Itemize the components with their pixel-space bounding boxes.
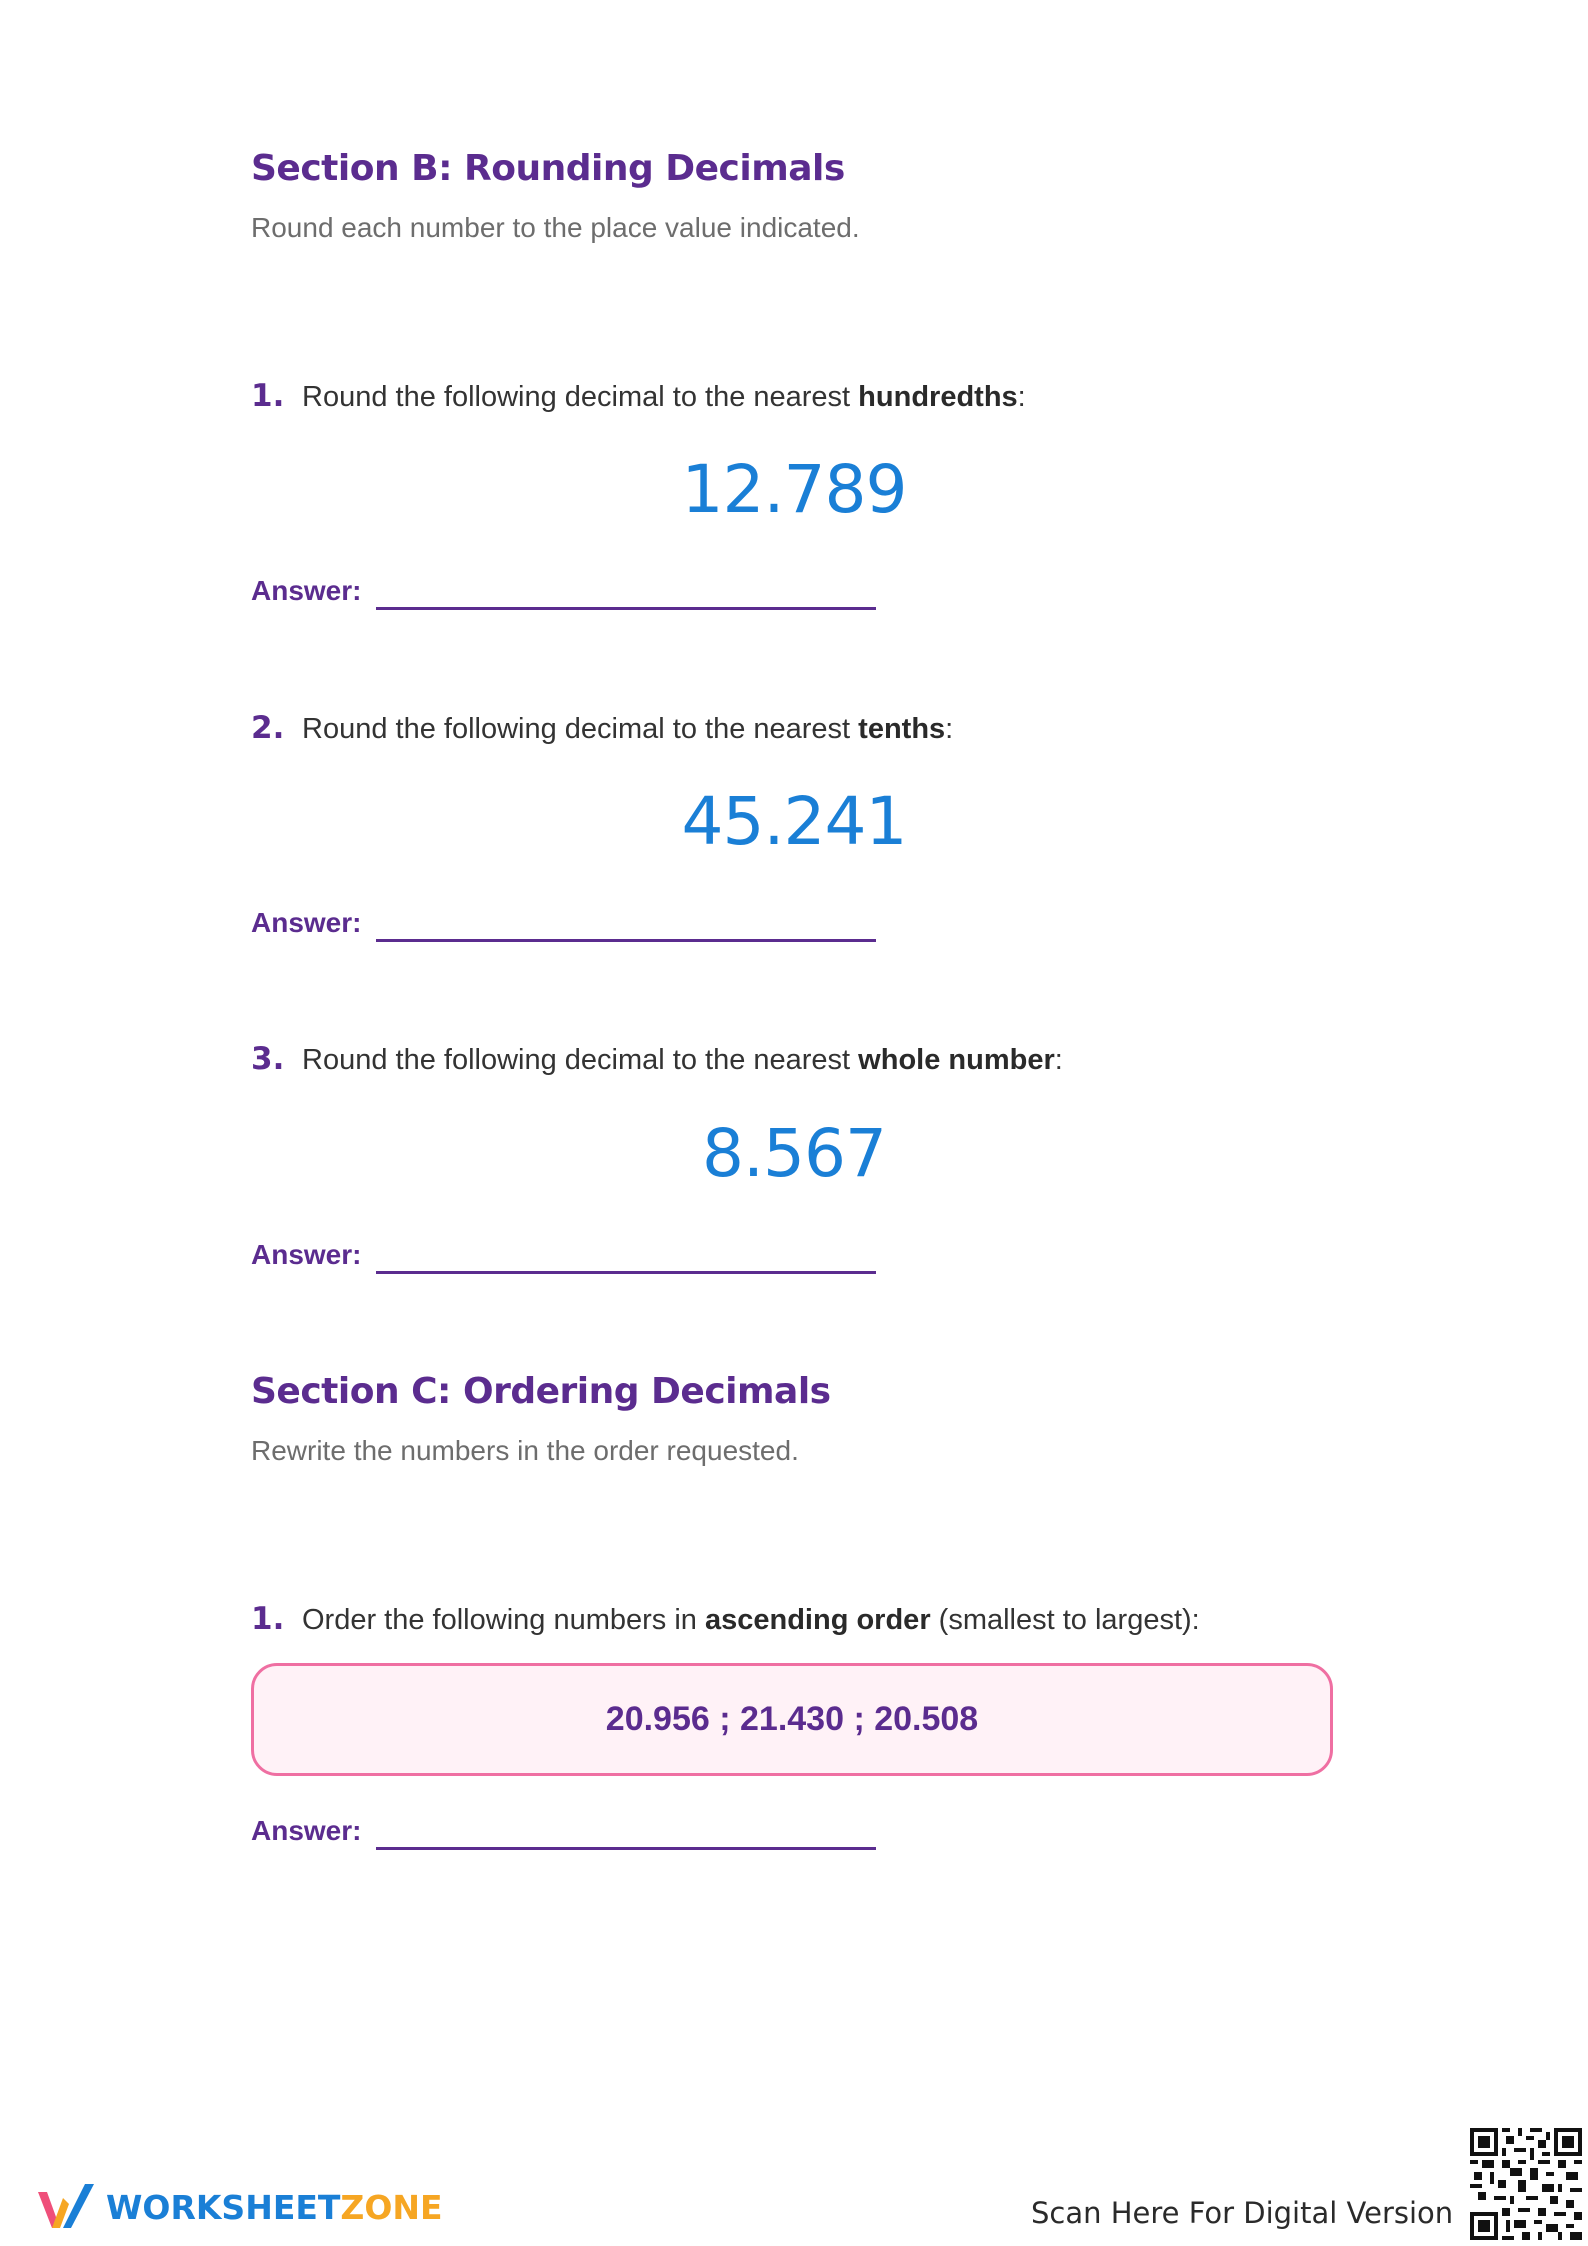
section-b-title: Section B: Rounding Decimals bbox=[251, 148, 845, 189]
answer-line[interactable] bbox=[376, 1271, 876, 1274]
question-emphasis: whole number bbox=[858, 1044, 1055, 1076]
section-b-description: Round each number to the place value indicated. bbox=[251, 212, 860, 243]
question-number: 1. bbox=[251, 378, 285, 414]
answer-label: Answer: bbox=[251, 575, 362, 606]
numbers-box bbox=[251, 1663, 1333, 1776]
brand-zone: ZONE bbox=[340, 2188, 443, 2227]
brand-worksheet: WORKSHEET bbox=[106, 2188, 341, 2227]
footer-brand bbox=[106, 2188, 443, 2227]
worksheetzone-logo-icon bbox=[36, 2178, 96, 2234]
question-text: Round the following decimal to the nearest hundredths: bbox=[302, 381, 1026, 413]
decimal-value: 12.789 bbox=[681, 451, 907, 528]
answer-line[interactable] bbox=[376, 939, 876, 942]
answer-line[interactable] bbox=[376, 607, 876, 610]
question-number: 1. bbox=[251, 1601, 285, 1637]
section-c-description: Rewrite the numbers in the order requested. bbox=[251, 1435, 799, 1466]
question-number: 3. bbox=[251, 1041, 285, 1077]
question-emphasis: hundredths bbox=[858, 381, 1018, 413]
decimal-value: 8.567 bbox=[702, 1115, 886, 1192]
question-emphasis: tenths bbox=[858, 713, 946, 745]
question-number: 2. bbox=[251, 710, 285, 746]
question-text: Order the following numbers in ascending order (smallest to largest): bbox=[302, 1604, 1200, 1636]
scan-text: Scan Here For Digital Version bbox=[1031, 2196, 1454, 2230]
question-text: Round the following decimal to the nearest whole number: bbox=[302, 1044, 1063, 1076]
question-emphasis: ascending order bbox=[704, 1604, 931, 1636]
section-c-title: Section C: Ordering Decimals bbox=[251, 1371, 831, 1412]
decimal-value: 45.241 bbox=[681, 783, 907, 860]
question-text: Round the following decimal to the nearest tenths: bbox=[302, 713, 954, 745]
qr-code-icon[interactable] bbox=[1470, 2128, 1582, 2240]
numbers-list: 20.956 ; 21.430 ; 20.508 bbox=[605, 1700, 979, 1738]
answer-label: Answer: bbox=[251, 1239, 362, 1270]
answer-label: Answer: bbox=[251, 907, 362, 938]
answer-label: Answer: bbox=[251, 1815, 362, 1846]
answer-line[interactable] bbox=[376, 1847, 876, 1850]
